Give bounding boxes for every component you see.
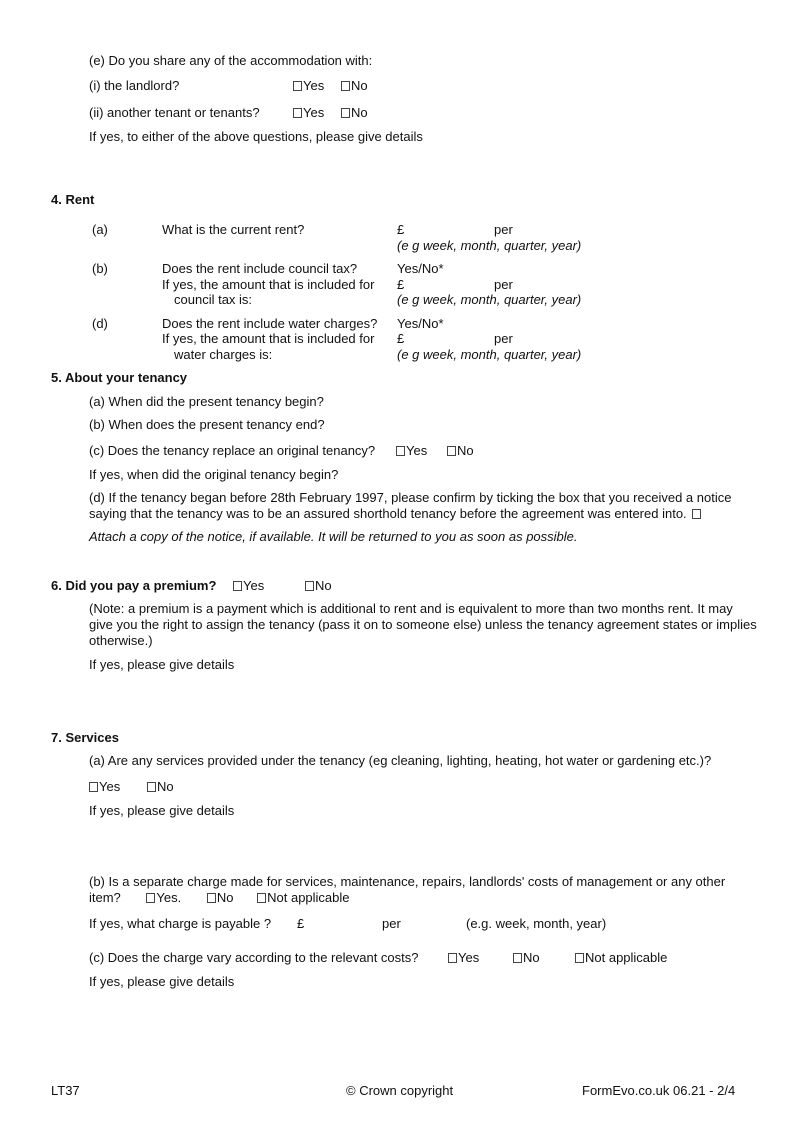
footer-copyright: © Crown copyright (346, 1083, 454, 1098)
premium-details-label: If yes, please give details (89, 657, 235, 672)
premium-heading: 6. Did you pay a premium? (51, 578, 217, 593)
rent-row-letter: (a) (92, 222, 108, 237)
services-no-option[interactable]: No (147, 779, 174, 794)
charge-no-option[interactable]: No (207, 890, 234, 906)
period-hint: (e g week, month, quarter, year) (397, 292, 582, 307)
share-landlord-yes-option[interactable]: Yes (293, 78, 324, 93)
per-label: per (494, 331, 513, 346)
checkbox[interactable] (293, 81, 302, 91)
checkbox[interactable] (448, 953, 457, 963)
period-hint: (e g week, month, quarter, year) (397, 347, 582, 362)
checkbox[interactable] (147, 782, 156, 792)
premium-note: (Note: a premium is a payment which is additional to rent and is equivalent to more than two months rent. It may give you the right to assign the tenancy (pass it on to someone else) unless the tenancy agreement states or implies otherwise.) (89, 601, 757, 648)
attach-notice-note: Attach a copy of the notice, if available. It will be returned to you as soon as possible. (89, 529, 578, 544)
vary-details-label: If yes, please give details (89, 974, 235, 989)
charge-payable-label: If yes, what charge is payable ? (89, 916, 272, 931)
charge-not-applicable-option[interactable]: Not applicable (257, 890, 349, 906)
council-tax-amount-label-cont: council tax is: (174, 292, 253, 307)
vary-no-option[interactable]: No (513, 950, 540, 965)
share-details-label: If yes, to either of the above questions, please give details (89, 129, 423, 144)
checkbox[interactable] (341, 108, 350, 118)
share-question: (e) Do you share any of the accommodation with: (89, 53, 373, 68)
water-charges-amount-label-cont: water charges is: (174, 347, 273, 362)
tenancy-replace-question: (c) Does the tenancy replace an original tenancy? (89, 443, 376, 458)
share-tenant-no-option[interactable]: No (341, 105, 368, 120)
premium-yes-option[interactable]: Yes (233, 578, 264, 593)
pound-sign: £ (397, 331, 405, 346)
services-details-label: If yes, please give details (89, 803, 235, 818)
premium-no-option[interactable]: No (305, 578, 332, 593)
checkbox[interactable] (89, 782, 98, 792)
council-tax-amount-label: If yes, the amount that is included for (162, 277, 375, 292)
pound-sign: £ (397, 277, 405, 292)
per-label: per (382, 916, 401, 931)
rent-heading: 4. Rent (51, 192, 95, 207)
tenancy-end-question: (b) When does the present tenancy end? (89, 417, 325, 432)
charge-yes-option[interactable]: Yes. (146, 890, 181, 906)
pound-sign: £ (397, 222, 405, 237)
tenancy-begin-question: (a) When did the present tenancy begin? (89, 394, 324, 409)
yes-no-choice[interactable]: Yes/No* (397, 261, 444, 276)
separate-charge-question: (b) Is a separate charge made for services, maintenance, repairs, landlords' costs of management or any other item? Yes. No Not applicable (89, 874, 726, 905)
rent-row-letter: (d) (92, 316, 108, 331)
vary-yes-option[interactable]: Yes (448, 950, 479, 965)
water-charges-amount-label: If yes, the amount that is included for (162, 331, 375, 346)
services-heading: 7. Services (51, 730, 119, 745)
checkbox[interactable] (305, 581, 314, 591)
checkbox[interactable] (257, 893, 266, 903)
rent-row-letter: (b) (92, 261, 108, 276)
checkbox[interactable] (575, 953, 584, 963)
checkbox[interactable] (513, 953, 522, 963)
tenancy-replace-yes-option[interactable]: Yes (396, 443, 427, 458)
notice-confirm-checkbox[interactable] (692, 509, 701, 519)
original-tenancy-question: If yes, when did the original tenancy begin? (89, 467, 339, 482)
water-charges-question: Does the rent include water charges? (162, 316, 378, 331)
charge-period-hint: (e.g. week, month, year) (466, 916, 607, 931)
per-label: per (494, 222, 513, 237)
share-tenant-yes-option[interactable]: Yes (293, 105, 324, 120)
rent-current-question: What is the current rent? (162, 222, 305, 237)
period-hint: (e g week, month, quarter, year) (397, 238, 582, 253)
tenancy-heading: 5. About your tenancy (51, 370, 188, 385)
checkbox[interactable] (447, 446, 456, 456)
vary-not-applicable-option[interactable]: Not applicable (575, 950, 667, 965)
services-provided-question: (a) Are any services provided under the tenancy (eg cleaning, lighting, heating, hot water or gardening etc.)? (89, 753, 712, 768)
share-landlord-no-option[interactable]: No (341, 78, 368, 93)
tenancy-replace-no-option[interactable]: No (447, 443, 474, 458)
share-landlord-label: (i) the landlord? (89, 78, 180, 93)
checkbox[interactable] (207, 893, 216, 903)
yes-no-choice[interactable]: Yes/No* (397, 316, 444, 331)
council-tax-question: Does the rent include council tax? (162, 261, 358, 276)
charge-vary-question: (c) Does the charge vary according to the relevant costs? (89, 950, 419, 965)
services-yes-option[interactable]: Yes (89, 779, 120, 794)
checkbox[interactable] (396, 446, 405, 456)
share-tenant-label: (ii) another tenant or tenants? (89, 105, 260, 120)
per-label: per (494, 277, 513, 292)
checkbox[interactable] (341, 81, 350, 91)
footer-form-code: LT37 (51, 1083, 80, 1098)
checkbox[interactable] (233, 581, 242, 591)
footer-page-info: FormEvo.co.uk 06.21 - 2/4 (582, 1083, 736, 1098)
pound-sign: £ (297, 916, 305, 931)
checkbox[interactable] (293, 108, 302, 118)
checkbox[interactable] (146, 893, 155, 903)
notice-confirmation-text: (d) If the tenancy began before 28th February 1997, please confirm by ticking the box that you received a notice saying that the tenancy was to be an assured shorthold tenancy before the agreement was entered into. (89, 490, 732, 521)
